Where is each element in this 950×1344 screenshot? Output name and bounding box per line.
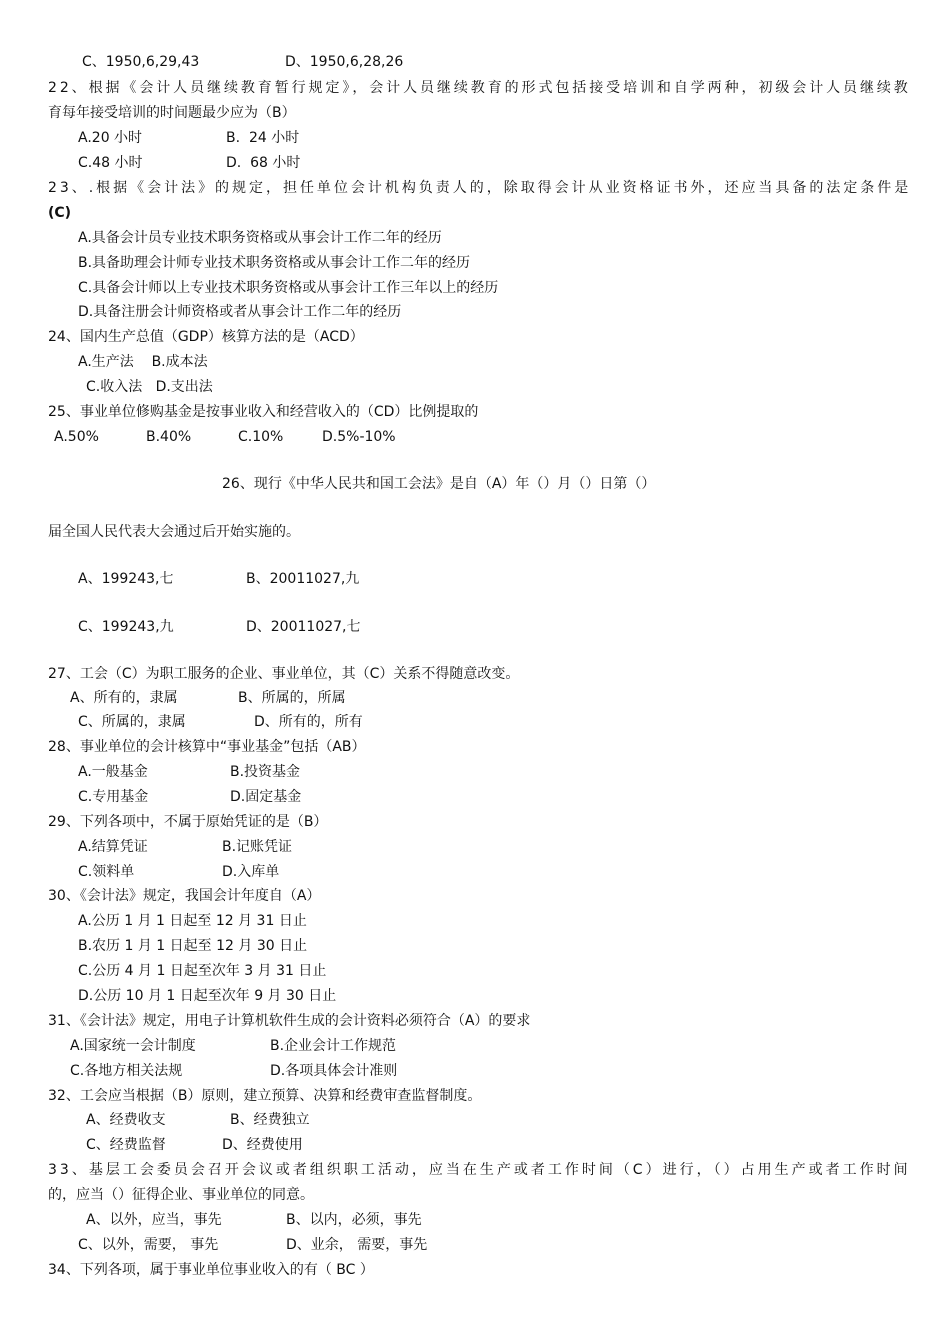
q26-option-c: C、199243,九 bbox=[78, 619, 174, 635]
q33-option-a: A、以外，应当，事先 bbox=[86, 1212, 222, 1228]
q28-stem: 28、事业单位的会计核算中“事业基金”包括（AB） bbox=[48, 739, 366, 755]
q33-option-c: C、以外，需要， 事先 bbox=[78, 1237, 219, 1253]
q25-option-a: A.50% bbox=[54, 429, 99, 445]
q28-option-c: C.专用基金 bbox=[78, 789, 149, 805]
q33-option-d: D、业余， 需要，事先 bbox=[286, 1237, 428, 1253]
q22-stem-line1: 22、根据《会计人员继续教育暂行规定》，会计人员继续教育的形式包括接受培训和自学两种，初级会计人员继续教 bbox=[48, 80, 911, 96]
q33-stem-line2: 的，应当（）征得企业、事业单位的同意。 bbox=[48, 1187, 314, 1203]
q23-stem-line1: 23、.根据《会计法》的规定，担任单位会计机构负责人的，除取得会计从业资格证书外，还应当具备的法定条件是 bbox=[48, 180, 912, 196]
q29-option-c: C.领料单 bbox=[78, 864, 135, 880]
q29-stem: 29、下列各项中，不属于原始凭证的是（B） bbox=[48, 814, 328, 830]
q23-option-a: A.具备会计员专业技术职务资格或从事会计工作二年的经历 bbox=[78, 230, 442, 246]
q31-option-d: D.各项具体会计准则 bbox=[270, 1063, 398, 1079]
q26-option-d: D、20011027,七 bbox=[246, 619, 361, 635]
q32-stem: 32、工会应当根据（B）原则，建立预算、决算和经费审查监督制度。 bbox=[48, 1088, 482, 1104]
q27-option-a: A、所有的，隶属 bbox=[70, 690, 178, 706]
q26-stem-line2: 届全国人民代表大会通过后开始实施的。 bbox=[48, 524, 300, 540]
q21-option-c: C、1950,6,29,43 bbox=[82, 54, 200, 70]
q31-stem: 31、《会计法》规定，用电子计算机软件生成的会计资料必须符合（A）的要求 bbox=[48, 1013, 531, 1029]
q22-option-c: C.48 小时 bbox=[78, 155, 143, 171]
q23-option-d: D.具备注册会计师资格或者从事会计工作二年的经历 bbox=[78, 304, 402, 320]
q23-option-c: C.具备会计师以上专业技术职务资格或从事会计工作三年以上的经历 bbox=[78, 280, 499, 296]
q25-stem: 25、事业单位修购基金是按事业收入和经营收入的（CD）比例提取的 bbox=[48, 404, 479, 420]
q23-stem-line2: (C) bbox=[48, 205, 72, 221]
q25-option-b: B.40% bbox=[146, 429, 192, 445]
q22-option-d: D. 68 小时 bbox=[226, 155, 301, 171]
q24-stem: 24、国内生产总值（GDP）核算方法的是（ACD） bbox=[48, 329, 364, 345]
q27-option-c: C、所属的，隶属 bbox=[78, 714, 186, 730]
q29-option-b: B.记账凭证 bbox=[222, 839, 293, 855]
q24-options-cd: C.收入法 D.支出法 bbox=[86, 379, 213, 395]
q28-option-a: A.一般基金 bbox=[78, 764, 148, 780]
q28-option-b: B.投资基金 bbox=[230, 764, 301, 780]
q31-option-c: C.各地方相关法规 bbox=[70, 1063, 183, 1079]
q34-stem: 34、下列各项，属于事业单位事业收入的有（ BC ） bbox=[48, 1262, 374, 1278]
q23-option-b: B.具备助理会计师专业技术职务资格或从事会计工作二年的经历 bbox=[78, 255, 471, 271]
q32-option-c: C、经费监督 bbox=[86, 1137, 166, 1153]
q25-option-d: D.5%-10% bbox=[322, 429, 396, 445]
q26-option-a: A、199243,七 bbox=[78, 571, 174, 587]
q25-option-c: C.10% bbox=[238, 429, 284, 445]
q32-option-a: A、经费收支 bbox=[86, 1112, 166, 1128]
q24-options-ab: A.生产法 B.成本法 bbox=[78, 354, 208, 370]
q30-option-c: C.公历 4 月 1 日起至次年 3 月 31 日止 bbox=[78, 963, 327, 979]
q30-option-b: B.农历 1 月 1 日起至 12 月 30 日止 bbox=[78, 938, 308, 954]
q33-option-b: B、以内，必须，事先 bbox=[286, 1212, 422, 1228]
q27-option-b: B、所属的，所属 bbox=[238, 690, 346, 706]
q29-option-d: D.入库单 bbox=[222, 864, 280, 880]
q32-option-b: B、经费独立 bbox=[230, 1112, 310, 1128]
q32-option-d: D、经费使用 bbox=[222, 1137, 303, 1153]
q30-option-a: A.公历 1 月 1 日起至 12 月 31 日止 bbox=[78, 913, 307, 929]
q26-option-b: B、20011027,九 bbox=[246, 571, 360, 587]
q29-option-a: A.结算凭证 bbox=[78, 839, 148, 855]
q21-option-d: D、1950,6,28,26 bbox=[285, 54, 404, 70]
q22-stem-line2: 育每年接受培训的时间题最少应为（B） bbox=[48, 105, 296, 121]
q31-option-a: A.国家统一会计制度 bbox=[70, 1038, 196, 1054]
q30-option-d: D.公历 10 月 1 日起至次年 9 月 30 日止 bbox=[78, 988, 337, 1004]
q33-stem-line1: 33、基层工会委员会召开会议或者组织职工活动，应当在生产或者工作时间（C）进行，（）占用生产或者工作时间 bbox=[48, 1162, 911, 1178]
q22-option-b: B. 24 小时 bbox=[226, 130, 300, 146]
q30-stem: 30、《会计法》规定，我国会计年度自（A） bbox=[48, 888, 321, 904]
q27-stem: 27、工会（C）为职工服务的企业、事业单位，其（C）关系不得随意改变。 bbox=[48, 666, 520, 682]
q31-option-b: B.企业会计工作规范 bbox=[270, 1038, 397, 1054]
q27-option-d: D、所有的，所有 bbox=[254, 714, 363, 730]
q22-option-a: A.20 小时 bbox=[78, 130, 143, 146]
q26-stem-line1: 26、现行《中华人民共和国工会法》是自（A）年（）月（）日第（） bbox=[222, 476, 656, 492]
q28-option-d: D.固定基金 bbox=[230, 789, 302, 805]
